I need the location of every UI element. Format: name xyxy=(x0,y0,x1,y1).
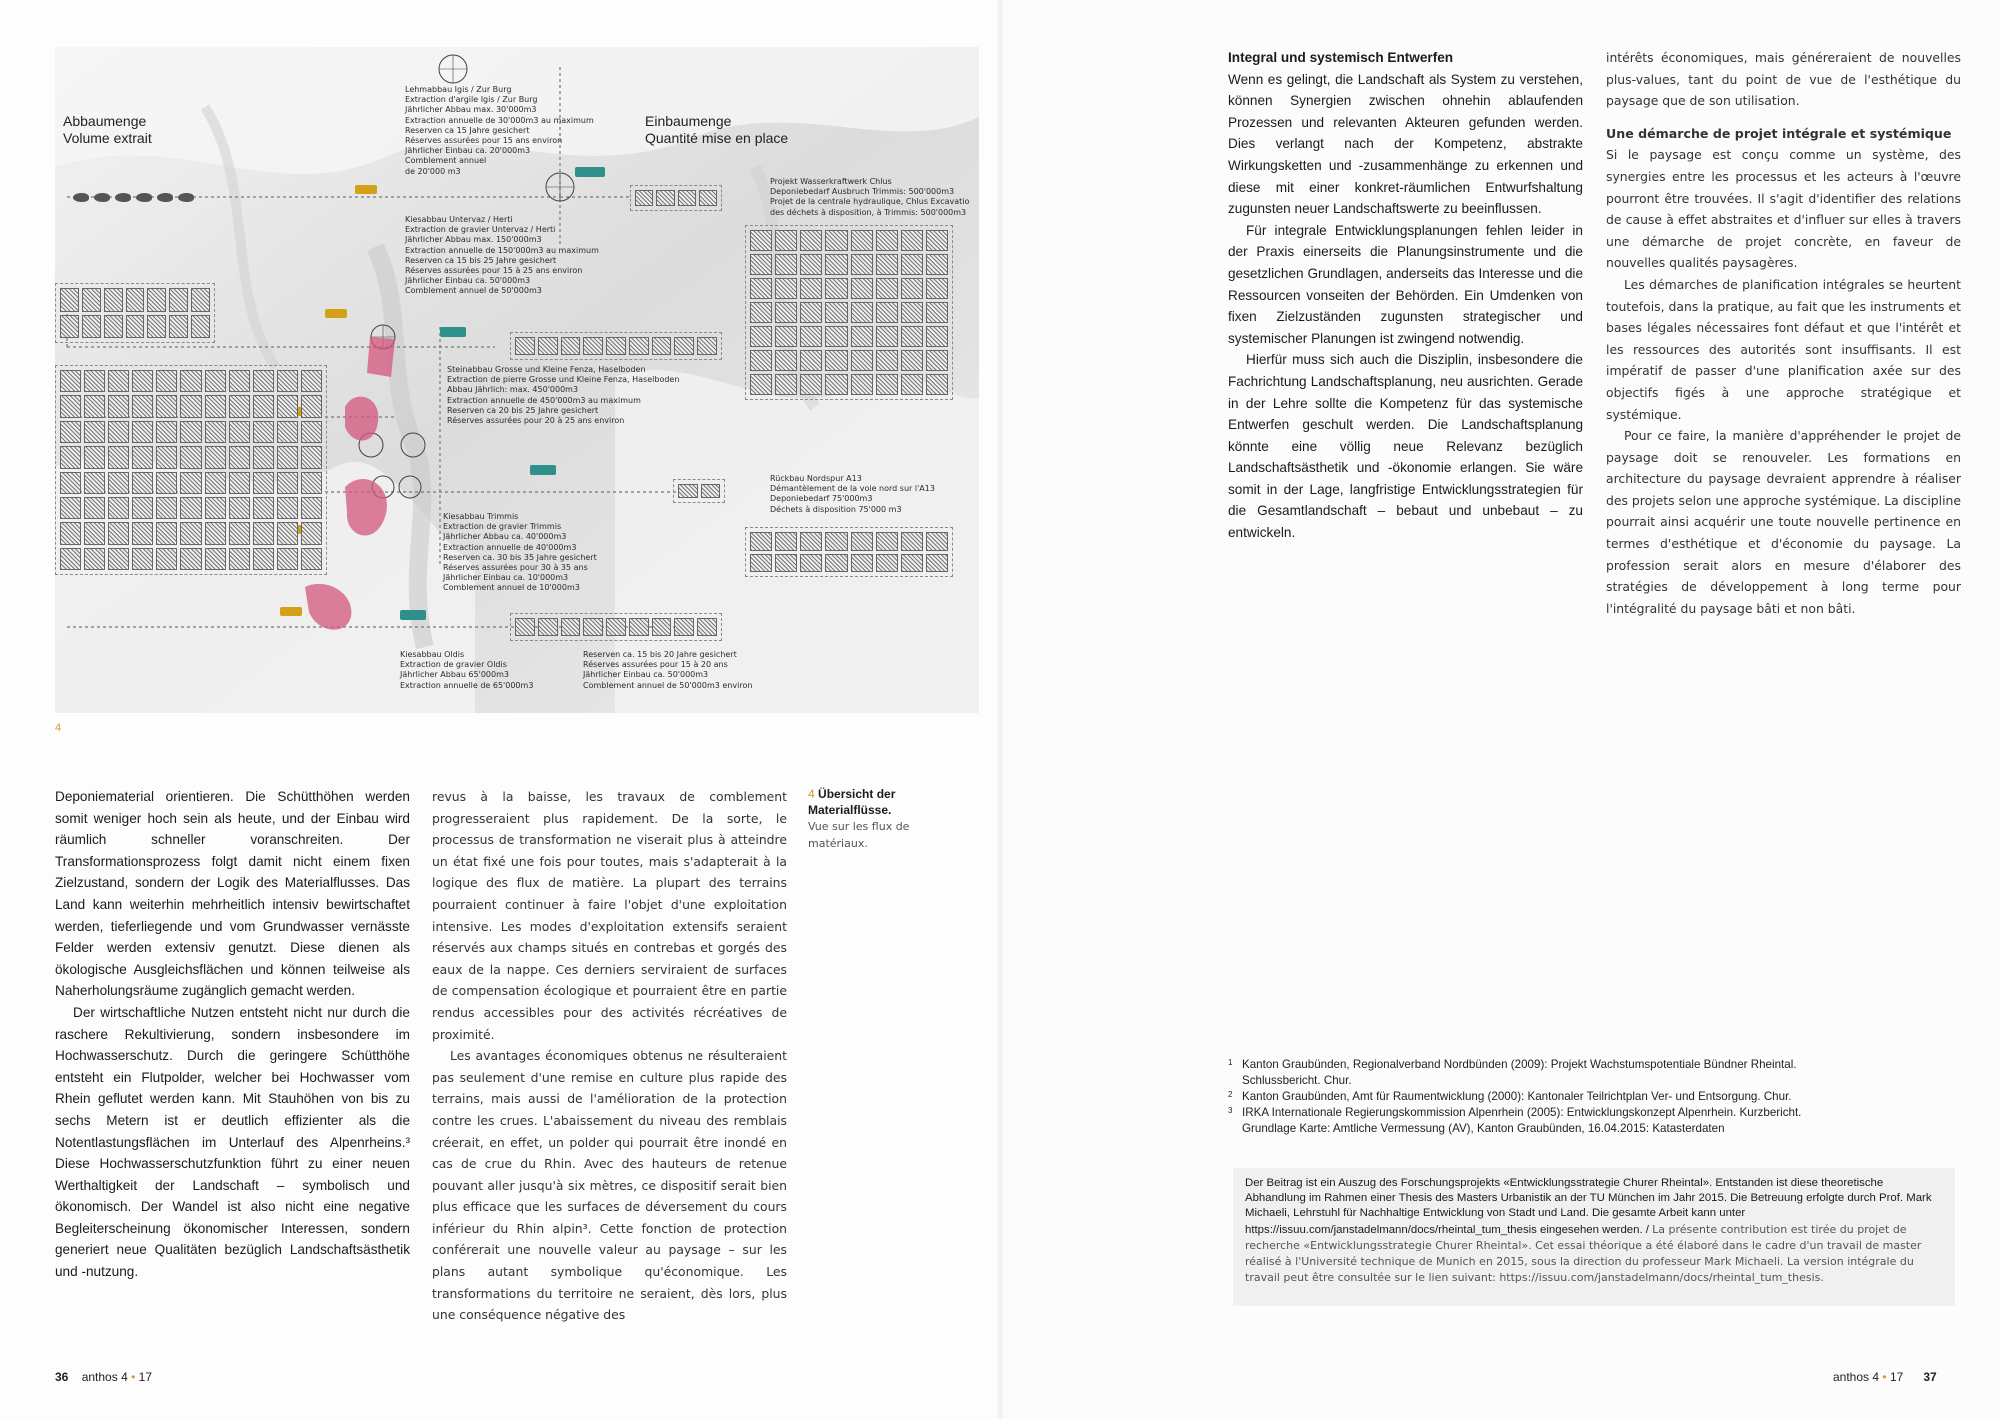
footnote xyxy=(1228,1089,1878,1105)
extracted-rock-row xyxy=(73,193,194,202)
volume-block-oldis xyxy=(510,613,722,641)
volume-block-chlus xyxy=(745,225,953,400)
paragraph: intérêts économiques, mais généreraient de nouvelles plus-values, tant du point de vue de l'esthétique du paysage que de son utilisation. xyxy=(1606,50,1961,109)
folio-separator: • xyxy=(1882,1370,1887,1384)
footnote xyxy=(1228,1057,1878,1089)
rock-icon xyxy=(115,193,131,202)
left-column-german xyxy=(55,786,410,1283)
paragraph: Hierfür muss sich auch die Disziplin, insbesondere die Fachrichtung Landschaftsplanung, neu ausrichten. Gerade in der Lehre sollte die Kompetenz für das systemische Entwerfen geschult werden. Die Landschaftsplanung könnte eine völlig neue Relevanz bezüglich Landschaftsästhetik und -ökonomie erlangen. Sie wäre somit in der Lage, langfristige Entwicklungsstrategien für die Gesamtlandschaft – bebaut und unbebaut – zu entwickeln. xyxy=(1228,352,1583,541)
paragraph: Deponiematerial orientieren. Die Schütthöhen werden somit weniger hoch sein als heute, und der Einbau wird räumlich schneller voranschreiten. Der Transformationsprozess folgt damit nicht einem fixen Zielzustand, sondern der Logik des Materialflusses. Das Land kann weiterhin mehrheitlich intensiv bewirtschaftet werden, tieferliegende und vom Grundwasser vernässte Felder werden extensiv genutzt. Diese dienen als ökologische Ausgleichsflächen und können teilweise als Naherholungsräume zugänglich gemacht werden. xyxy=(55,789,410,999)
site-label-trimmis: Kiesabbau Trimmis Extraction de gravier Trimmis Jährlicher Abbau ca. 40'000m3 Extraction annuelle de 40'000m3 Reserven ca. 30 bis 35 Jahre gesichert Réserves assurées pour 30 à 35 ans Jährlicher Einbau ca. 10'000m3 Comblement annuel de 10'000m3 xyxy=(443,512,597,593)
caption-title: Übersicht der Materialflüsse. xyxy=(808,787,896,817)
paragraph: Wenn es gelingt, die Landschaft als System zu verstehen, können Synergien zwischen ohnehin ablaufenden Prozessen und relevanten Akteuren gefunden werden. Dies verlangt nach der Kompetenz, abstrakte Wirkungsketten und -zusammenhänge zu erkennen und diese mit einer konkret-räumlichen Entwurfshaltung zugunsten neuer Landschaftswerte zu beeinflussen. xyxy=(1228,71,1583,217)
section-heading: Une démarche de projet intégrale et systémique xyxy=(1606,125,1952,141)
info-text-french: La présente contribution est tirée du projet de recherche «Entwicklungsstrategie Churer Rheintal». Cet essai théorique a été élaboré dans le cadre d'un travail de master réalisé à l'Université technique de Munich en 2015, sous la direction du professeur Mark Michaeli. La version intégrale du travail peut être consultée sur le lien suivant: https://issuu.com/janstadelmann/docs/rheintal_tum_thesis. xyxy=(1245,1222,1922,1285)
footnote-text: Kanton Graubünden, Amt für Raumentwicklung (2000): Kantonaler Teilrichtplan Ver- und Entsorgung. Chur. xyxy=(1242,1090,1792,1103)
info-text-german: Der Beitrag ist ein Auszug des Forschungsprojekts «Entwicklungsstrategie Churer Rheintal». Entstanden ist diese theoretische Abhandlung im Rahmen einer Thesis des Masters Urbanistik an der TU München im Jahr 2015. Die Betreuung erfolgte durch Prof. Mark Michaeli, Lehrstuhl für Nachhaltige Entwicklung von Stadt und Land. Die gesamte Arbeit kann unter https://issuu.com/janstadelmann/docs/rheintal_tum_thesis eingesehen werden. / xyxy=(1245,1177,1932,1236)
site-label-a13: Rückbau Nordspur A13 Démantèlement de la voie nord sur l'A13 Deponiebedarf 75'000m3 Déchets à disposition 75'000 m3 xyxy=(770,474,935,514)
material-flow-map xyxy=(55,47,979,713)
extracted-volume-heading: Abbaumenge Volume extrait xyxy=(63,113,152,146)
figure-caption xyxy=(808,786,958,852)
folio-separator: • xyxy=(131,1370,136,1384)
volume-block-a13-small xyxy=(673,479,725,503)
magazine-year: 17 xyxy=(138,1370,152,1384)
paragraph: Les démarches de planification intégrales se heurtent toutefois, dans la pratique, au fait que les instruments et bases légales nécessaires font défaut et que l'intérêt et les ressources des autorités sont insuffisants. Il est impératif de passer d'une planification axée sur des objectifs figés à une approche stratégique et systémique. xyxy=(1606,276,1961,422)
rock-icon xyxy=(94,193,110,202)
folio-left xyxy=(55,1370,152,1384)
page-number: 36 xyxy=(55,1370,69,1384)
left-column-french xyxy=(432,786,787,1326)
rock-icon xyxy=(178,193,194,202)
caption-subtitle: Vue sur les flux de matériaux. xyxy=(808,820,910,850)
paragraph: revus à la baisse, les travaux de comblement progresseraient plus rapidement. De la sorte, le processus de transformation ne viserait plus à atteindre un état fixé une fois pour toutes, mais s'adapterait à la logique des flux de matière. La plupart des terrains pourraient continuer à faire l'objet d'une exploitation intensive. Les modes d'exploitation extensifs seraient réservés aux champs situés en contrebas et gorgés des eaux de la nappe. Ces derniers serviraient de surfaces de compensation écologique et pourraient être en partie rendus accessibles pour des activités récréatives de proximité. xyxy=(432,789,787,1042)
placed-volume-heading: Einbaumenge Quantité mise en place xyxy=(645,113,789,146)
rock-icon xyxy=(157,193,173,202)
site-label-oldis: Kiesabbau Oldis Extraction de gravier Oldis Jährlicher Abbau 65'000m3 Extraction annuelle de 65'000m3 xyxy=(400,650,534,690)
folio-right xyxy=(1833,1370,1937,1384)
page-number: 37 xyxy=(1923,1370,1937,1384)
site-label-fenza: Steinabbau Grosse und Kleine Fenza, Haselboden Extraction de pierre Grosse und Kleine Fenza, Haselboden Abbau Jährlich: max. 450'000m3 Extraction annuelle de 450'000m3 au maximum Reserven ca 20 bis 25 Jahre gesichert Réserves assurées pour 20 à 25 ans environ xyxy=(447,365,680,426)
magazine-name: anthos 4 xyxy=(1833,1370,1880,1384)
footnotes xyxy=(1228,1057,1878,1137)
volume-block-a13 xyxy=(745,527,953,577)
footnote-mark: 2 xyxy=(1228,1090,1233,1099)
magazine-year: 17 xyxy=(1889,1370,1904,1384)
volume-block-igis xyxy=(630,185,722,211)
rock-icon xyxy=(73,193,89,202)
site-label-chlus: Projekt Wasserkraftwerk Chlus Deponiebedarf Ausbruch Trimmis: 500'000m3 Projet de la centrale hydraulique, Chlus Excavatio des déchets à disposition, à Trimmis: 500'000m3 xyxy=(770,177,970,217)
site-label-igis: Lehmabbau Igis / Zur Burg Extraction d'argile Igis / Zur Burg Jährlicher Abbau max. 30'000m3 Extraction annuelle de 30'000m3 au maximum Reserven ca 15 Jahre gesichert Réserves assurées pour 15 ans environ Jährlicher Einbau ca. 20'000m3 Comblement annuel de 20'000 m3 xyxy=(405,85,594,176)
footnote-mark: 3 xyxy=(1228,1106,1233,1115)
research-info-box xyxy=(1233,1168,1955,1306)
volume-block-untervaz-place xyxy=(510,332,722,360)
map-source-note: Grundlage Karte: Amtliche Vermessung (AV), Kanton Graubünden, 16.04.2015: Katasterdaten xyxy=(1242,1122,1725,1135)
volume-block-untervaz-extract xyxy=(55,283,215,343)
paragraph: Der wirtschaftliche Nutzen entsteht nicht nur durch die raschere Rekultivierung, sondern insbesondere im Hochwasserschutz. Durch die geringere Schütthöhe entsteht ein Flutpolder, welcher bei Hochwasser vom Rhein geflutet werden kann. Mit Stauhöhen von bis zu sechs Metern ist er deutlich effizienter als die Notentlastungsflächen im Unterlauf des Alpenrheins.³ Diese Hochwasserschutzfunktion führt zu einer neuen Werthaltigkeit der Landschaft – symbolisch und ökonomisch. Der Wandel ist also nicht eine negative Begleiterscheinung ökonomischer Interessen, sondern generiert neue Qualitäten bezüglich Landschaftsästhetik und -nutzung. xyxy=(55,1004,410,1280)
site-label-untervaz: Kiesabbau Untervaz / Herti Extraction de gravier Untervaz / Herti Jährlicher Abbau max. 150'000m3 Extraction annuelle de 150'000m3 au maximum Reserven ca 15 bis 25 Jahre gesichert Réserves assurées pour 15 à 25 ans environ Jährlicher Einbau ca. 50'000m3 Comblement annuel de 50'000m3 xyxy=(405,215,599,296)
right-column-french xyxy=(1606,47,1961,619)
caption-number: 4 xyxy=(808,787,815,801)
rock-icon xyxy=(136,193,152,202)
page-gutter xyxy=(996,0,1004,1419)
paragraph: Si le paysage est conçu comme un système, des synergies entre les processus et les acteurs à l'œuvre pourront être trouvées. Il s'agit d'identifier des relations de cause à effet abstraites et d'influer sur elles à travers une démarche de projet concrète, en faveur de nouvelles qualités paysagères. xyxy=(1606,147,1961,271)
section-heading: Integral und systemisch Entwerfen xyxy=(1228,50,1454,65)
figure-number: 4 xyxy=(55,722,62,734)
volume-block-fenza xyxy=(55,365,327,575)
paragraph: Für integrale Entwicklungsplanungen fehlen leider in der Praxis einerseits die Planungsinstrumente und die gesetzlichen Grundlagen, anderseits das Interesse und die Ressourcen vonseiten der Behörden. Ein Umdenken von fixen Zielzuständen zugunsten strategischer und systemischer Planungen ist zwingend notwendig. xyxy=(1228,222,1583,346)
right-column-german xyxy=(1228,47,1583,544)
paragraph: Les avantages économiques obtenus ne résulteraient pas seulement d'une remise en culture plus rapide des terrains, mais aussi de l'amélioration de la protection contre les crues. L'abaissement du niveau des remblais créerait, en effet, un polder qui pourrait être inondé en cas de crue du Rhin. Avec des hauteurs de retenue pouvant aller jusqu'à six mètres, ce dispositif serait bien plus efficace que les surfaces de déversement du cours inférieur du Rhin alpin³. Cette fonction de protection conférerait une nouvelle valeur au paysage – sur les plans autant symbolique qu'économique. Les transformations du territoire ne seraient, dès lors, plus une conséquence négative des xyxy=(432,1048,787,1323)
footnote-text: IRKA Internationale Regierungskommission Alpenrhein (2005): Entwicklungskonzept Alpenrhein. Kurzbericht. xyxy=(1242,1106,1802,1119)
footnote xyxy=(1228,1105,1878,1121)
magazine-name: anthos 4 xyxy=(81,1370,128,1384)
footnote-text: Kanton Graubünden, Regionalverband Nordbünden (2009): Projekt Wachstumspotentiale Bündner Rheintal. Schlussbericht. Chur. xyxy=(1242,1058,1797,1087)
site-label-oldis-reserves: Reserven ca. 15 bis 20 Jahre gesichert Réserves assurées pour 15 à 20 ans Jährlicher Einbau ca. 50'000m3 Comblement annuel de 50'000m3 environ xyxy=(583,650,753,690)
paragraph: Pour ce faire, la manière d'appréhender le projet de paysage doit se renouveler. Les formations en architecture du paysage devraient apprendre à réaliser des projets selon une approche systémique. La discipline pourrait ainsi acquérir une toute nouvelle pertinence en termes d'esthétique et d'économie du paysage. La profession serait alors en mesure d'élaborer des stratégies de développement à long terme pour l'intégralité du paysage bâti et non bâti. xyxy=(1606,428,1961,616)
footnote-mark: 1 xyxy=(1228,1058,1233,1067)
